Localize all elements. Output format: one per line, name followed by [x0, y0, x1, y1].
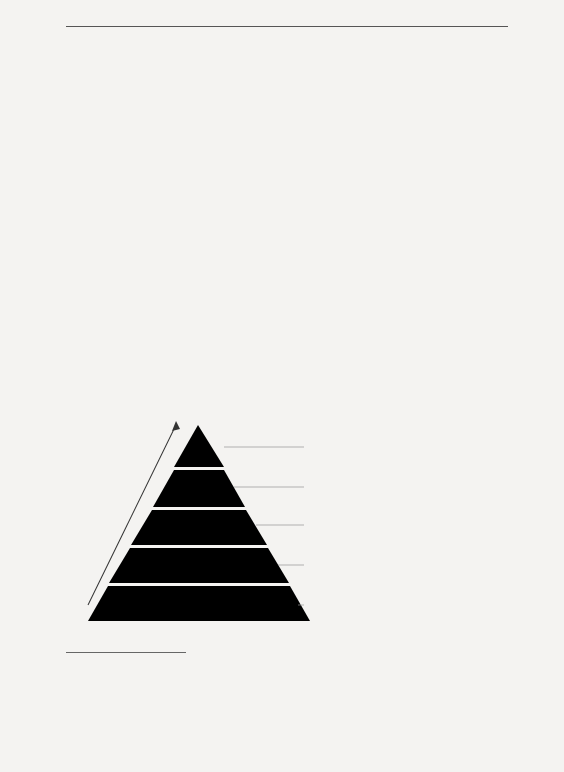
level-top-band [174, 425, 224, 467]
level-5-band [88, 586, 310, 621]
level-2-band [153, 470, 245, 507]
running-header [66, 8, 508, 24]
level-4-band [109, 548, 289, 583]
footnote-rule [66, 652, 186, 653]
footnote [66, 662, 506, 676]
pyramid-graphic [84, 415, 514, 637]
header-rule [66, 26, 508, 27]
level-3-band [131, 510, 267, 545]
figure-caption [0, 395, 564, 409]
pyramid-figure [84, 415, 514, 637]
arrow-head [172, 421, 180, 431]
